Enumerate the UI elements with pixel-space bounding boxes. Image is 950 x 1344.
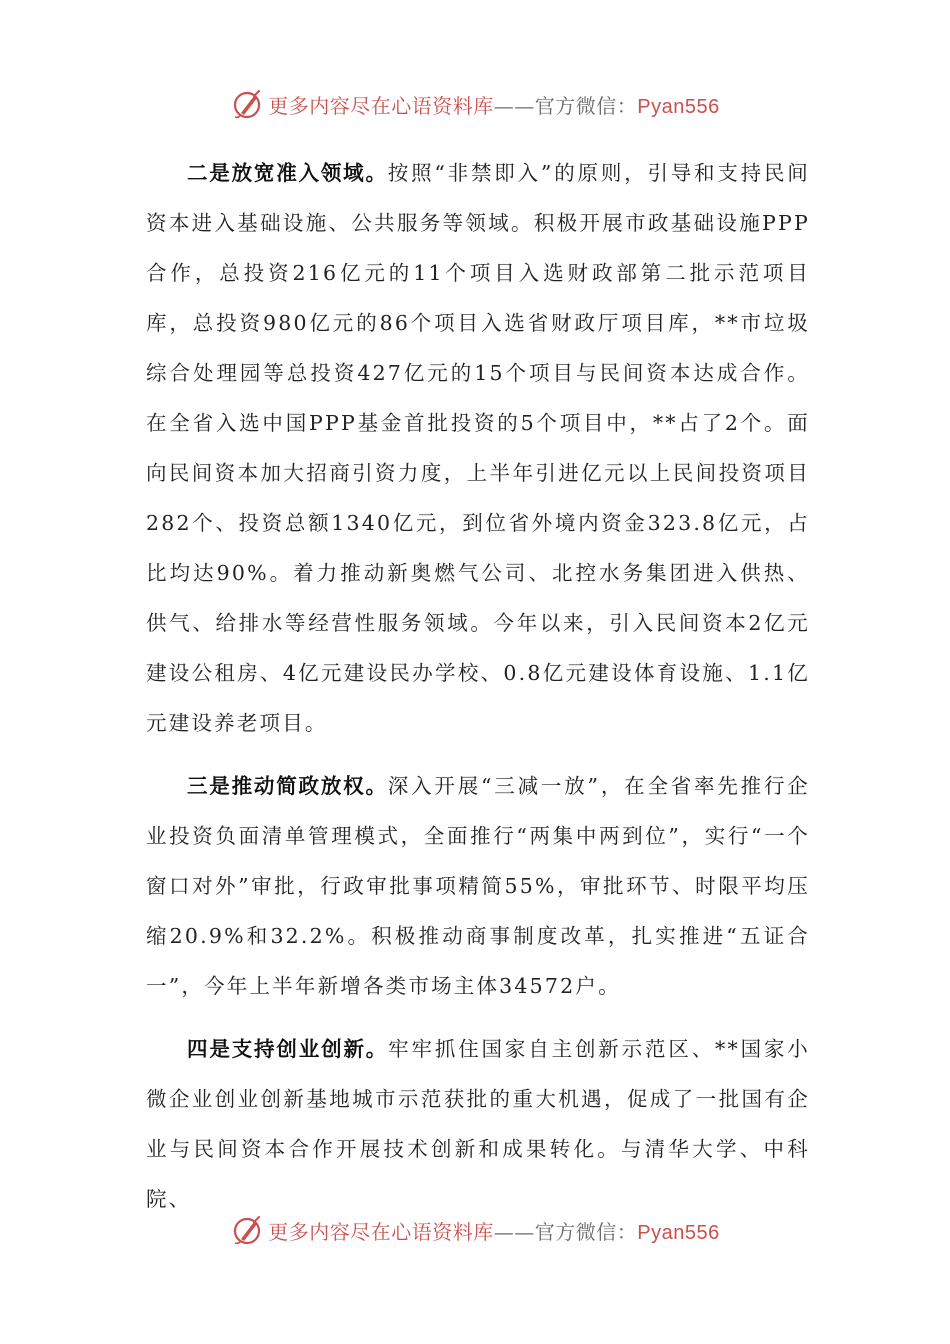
paragraph-2 (146, 148, 810, 748)
paragraph-3 (146, 761, 810, 1011)
paragraph-4 (146, 1024, 810, 1224)
quill-pen-logo-icon (230, 1213, 264, 1247)
banner-wechat-label: 官方微信： (534, 1219, 638, 1244)
banner-wechat-id: Pyan556 (637, 1221, 720, 1244)
paragraph-heading: 三是推动简政放权。 (187, 774, 388, 798)
paragraph-heading: 四是支持创业创新。 (187, 1037, 389, 1061)
quill-pen-logo-icon (230, 87, 264, 121)
banner-text (268, 90, 719, 119)
footer-banner (0, 1210, 950, 1250)
banner-text (268, 1216, 719, 1245)
banner-wechat-id: Pyan556 (637, 95, 720, 118)
paragraph-text: 深入开展“三减一放”，在全省率先推行企业投资负面清单管理模式，全面推行“两集中两到位”，实行“一个窗口对外”审批，行政审批事项精简55%，审批环节、时限平均压缩20.9%和32.2%。积极推动商事制度改革，扎实推进“五证合一”，今年上半年新增各类市场主体34572户。 (146, 774, 810, 998)
document-body (146, 148, 810, 1237)
banner-dash: —— (493, 1219, 535, 1244)
paragraph-text: 按照“非禁即入”的原则，引导和支持民间资本进入基础设施、公共服务等领域。积极开展市政基础设施PPP合作，总投资216亿元的11个项目入选财政部第二批示范项目库，总投资980亿元的86个项目入选省财政厅项目库，**市垃圾综合处理园等总投资427亿元的15个项目与民间资本达成合作。在全省入选中国PPP基金首批投资的5个项目中，**占了2个。面向民间资本加大招商引资力度，上半年引进亿元以上民间投资项目282个、投资总额1340亿元，到位省外境内资金323.8亿元，占比均达90%。着力推动新奥燃气公司、北控水务集团进入供热、供气、给排水等经营性服务领域。今年以来，引入民间资本2亿元建设公租房、4亿元建设民办学校、0.8亿元建设体育设施、1.1亿元建设养老项目。 (146, 161, 810, 735)
paragraph-text: 牢牢抓住国家自主创新示范区、**国家小微企业创业创新基地城市示范获批的重大机遇，促成了一批国有企业与民间资本合作开展技术创新和成果转化。与清华大学、中科院、 (146, 1037, 810, 1211)
banner-title: 更多内容尽在心语资料库 (268, 1219, 494, 1244)
banner-title: 更多内容尽在心语资料库 (268, 93, 494, 118)
header-banner (0, 84, 950, 124)
paragraph-heading: 二是放宽准入领域。 (187, 161, 388, 185)
banner-wechat-label: 官方微信： (534, 93, 638, 118)
banner-dash: —— (493, 93, 535, 118)
